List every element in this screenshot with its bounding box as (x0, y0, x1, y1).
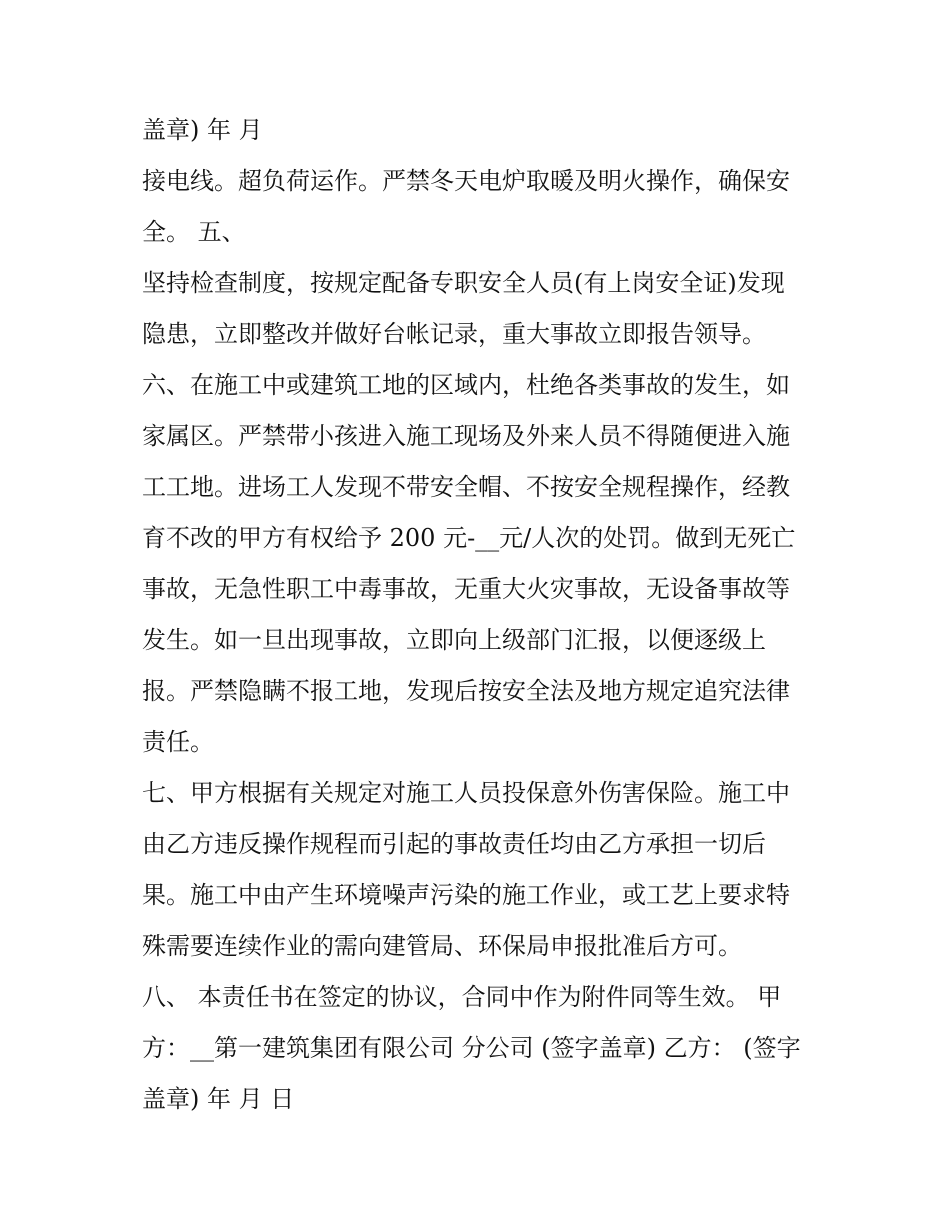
text-line: 全。 五、 (142, 218, 246, 246)
text-line: 方：__第一建筑集团有限公司 分公司 (签字盖章) 乙方： (签字 (142, 1034, 801, 1062)
text-line: 果。施工中由产生环境噪声污染的施工作业，或工艺上要求特 (142, 881, 790, 909)
text-line: 工工地。进场工人发现不带安全帽、不按安全规程操作，经教 (142, 473, 790, 501)
text-line: 盖章) 年 月 日 (142, 1085, 295, 1113)
text-line: 家属区。严禁带小孩进入施工现场及外来人员不得随便进入施 (142, 422, 790, 450)
text-line: 隐患，立即整改并做好台帐记录，重大事故立即报告领导。 (142, 320, 766, 348)
text-line: 七、甲方根据有关规定对施工人员投保意外伤害保险。施工中 (142, 779, 790, 807)
text-line: 坚持检查制度，按规定配备专职安全人员(有上岗安全证)发现 (142, 269, 785, 297)
text-line: 接电线。超负荷运作。严禁冬天电炉取暖及明火操作，确保安 (142, 167, 790, 195)
text-line: 责任。 (142, 728, 214, 756)
text-line: 殊需要连续作业的需向建管局、环保局申报批准后方可。 (142, 932, 742, 960)
text-line: 事故，无急性职工中毒事故，无重大火灾事故，无设备事故等 (142, 575, 790, 603)
text-line: 报。严禁隐瞒不报工地，发现后按安全法及地方规定追究法律 (142, 677, 790, 705)
text-line: 由乙方违反操作规程而引起的事故责任均由乙方承担一切后 (142, 830, 766, 858)
text-line: 八、 本责任书在签定的协议，合同中作为附件同等生效。 甲 (142, 983, 782, 1011)
document-body (142, 105, 822, 1125)
text-line: 盖章) 年 月 (142, 116, 263, 144)
text-line: 六、在施工中或建筑工地的区域内，杜绝各类事故的发生，如 (142, 371, 790, 399)
text-line: 发生。如一旦出现事故，立即向上级部门汇报，以便逐级上 (142, 626, 766, 654)
text-line: 育不改的甲方有权给予 200 元-__元/人次的处罚。做到无死亡 (142, 524, 796, 552)
